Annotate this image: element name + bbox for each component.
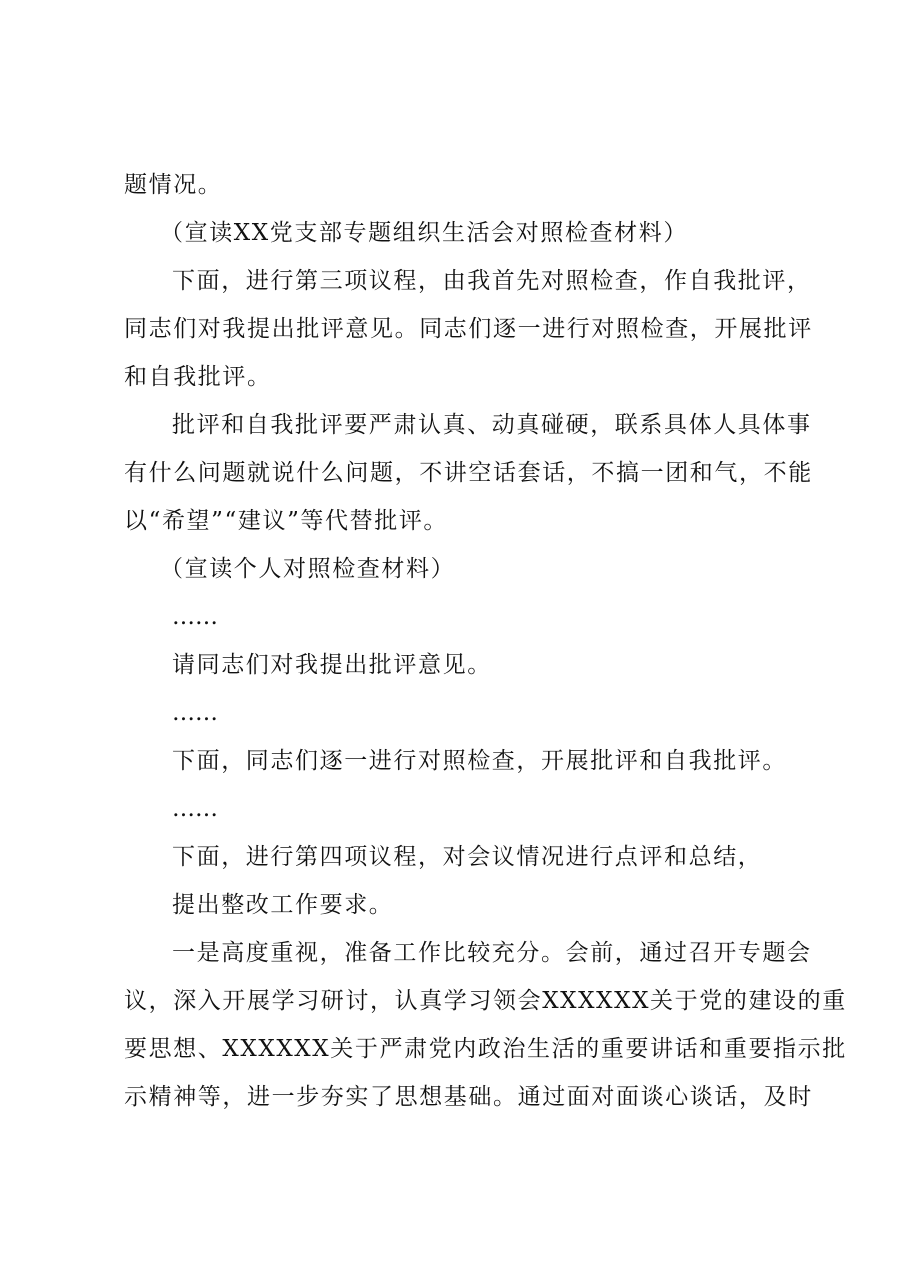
text-line: 有什么问题就说什么问题，不讲空话套话，不搞一团和气，不能 (124, 460, 813, 486)
text-line: 批评和自我批评要严肃认真、动真碰硬，联系具体人具体事 (172, 412, 812, 438)
ellipsis-line: …… (172, 796, 218, 822)
ellipsis-line: …… (172, 604, 218, 630)
text-line: 示精神等，进一步夯实了思想基础。通过面对面谈心谈话，及时 (124, 1084, 813, 1110)
text-line: 同志们对我提出批评意见。同志们逐一进行对照检查，开展批评 (124, 316, 813, 342)
text-line: 一是高度重视，准备工作比较充分。会前，通过召开专题会 (172, 940, 812, 966)
text-line: 请同志们对我提出批评意见。 (172, 652, 492, 678)
text-line: 下面，进行第四项议程，对会议情况进行点评和总结， (172, 844, 763, 870)
text-line: 以“希望”“建议”等代替批评。 (124, 508, 449, 534)
ellipsis-line: …… (172, 700, 218, 726)
text-line: （宣读个人对照检查材料） (160, 556, 456, 582)
text-line: （宣读XX党支部专题组织生活会对照检查材料） (160, 220, 688, 246)
text-line: 下面，同志们逐一进行对照检查，开展批评和自我批评。 (172, 748, 787, 774)
text-line: 议，深入开展学习研讨，认真学习领会XXXXXX关于党的建设的重 (124, 988, 847, 1014)
text-line: 下面，进行第三项议程，由我首先对照检查，作自我批评， (172, 268, 812, 294)
text-line: 题情况。 (124, 172, 223, 198)
text-line: 和自我批评。 (124, 364, 272, 390)
text-line: 提出整改工作要求。 (172, 892, 394, 918)
text-line: 要思想、XXXXXX关于严肃党内政治生活的重要讲话和重要指示批 (124, 1036, 847, 1062)
